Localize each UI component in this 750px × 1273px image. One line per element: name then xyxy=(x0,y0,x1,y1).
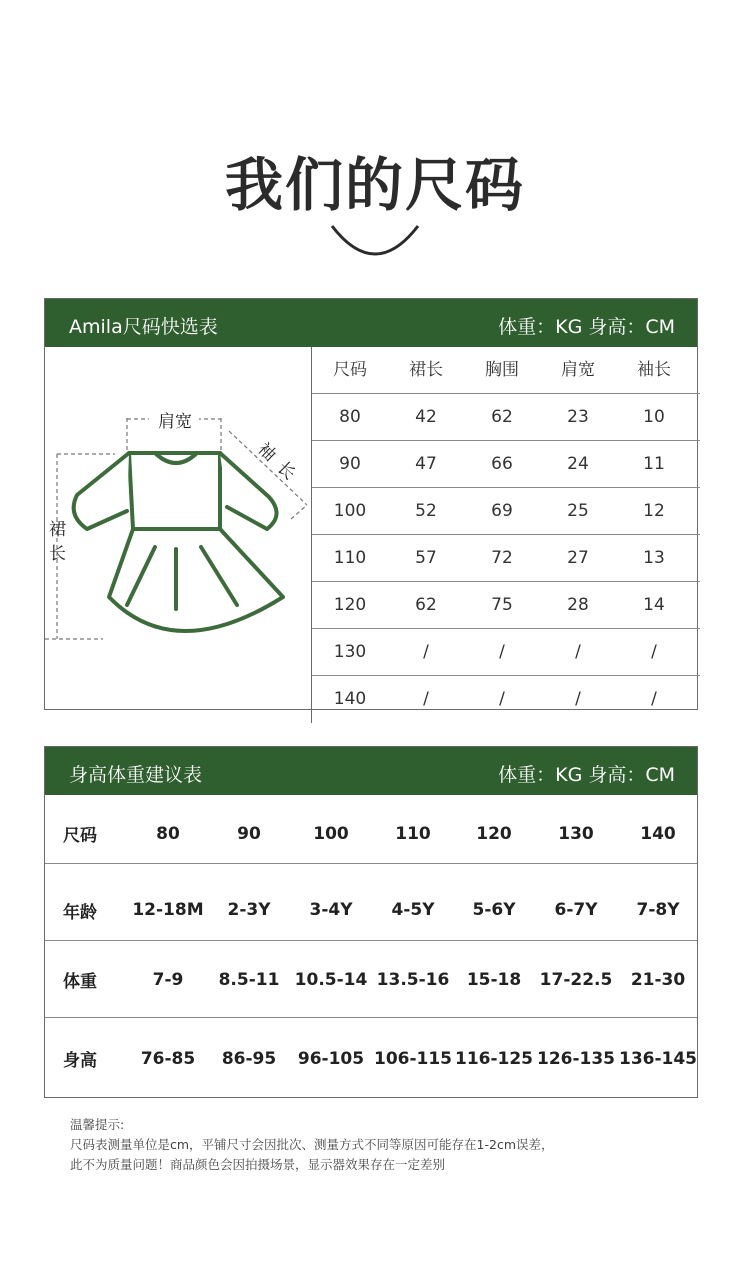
header-shoulder: 肩宽 xyxy=(561,360,595,380)
chest-cell: 69 xyxy=(491,501,513,521)
skirt-length-cell: / xyxy=(423,689,429,709)
size-cell: 110 xyxy=(333,548,367,568)
size-value: 100 xyxy=(313,824,349,844)
chest-cell: / xyxy=(499,642,505,662)
size-value: 130 xyxy=(558,824,594,844)
header-size: 尺码 xyxy=(333,360,367,380)
age-value: 5-6Y xyxy=(472,900,516,920)
shoulder-cell: 27 xyxy=(567,548,589,568)
size-cell: 90 xyxy=(339,454,361,474)
size-cell: 140 xyxy=(333,689,367,709)
sleeve-cell: / xyxy=(651,689,657,709)
chest-cell: 62 xyxy=(491,407,513,427)
skirt-length-cell: 47 xyxy=(415,454,437,474)
skirt-length-cell: 52 xyxy=(415,501,437,521)
size-cell: 80 xyxy=(339,407,361,427)
weight-value: 13.5-16 xyxy=(376,970,450,990)
table-row xyxy=(312,582,700,629)
table-row xyxy=(312,394,700,441)
skirt-length-label-1: 裙 xyxy=(49,520,66,540)
age-value: 7-8Y xyxy=(636,900,680,920)
height-value: 86-95 xyxy=(221,1049,277,1069)
age-value: 12-18M xyxy=(132,900,204,920)
size-chart-header xyxy=(45,299,697,347)
shoulder-cell: / xyxy=(575,689,581,709)
notes-line-1: 尺码表测量单位是cm，平铺尺寸会因批次、测量方式不同等原因可能存在1-2cm误差， xyxy=(70,1137,554,1152)
shoulder-cell: 23 xyxy=(567,407,589,427)
skirt-length-cell: / xyxy=(423,642,429,662)
weight-value: 8.5-11 xyxy=(218,970,280,990)
notes xyxy=(70,1115,554,1175)
sleeve-cell: 14 xyxy=(643,595,665,615)
size-value: 140 xyxy=(640,824,676,844)
size-table xyxy=(311,347,700,723)
shoulder-width-label: 肩宽 xyxy=(158,412,192,432)
height-value: 136-145 xyxy=(618,1049,698,1069)
shoulder-cell: 28 xyxy=(567,595,589,615)
size-chart xyxy=(44,298,698,710)
age-value: 4-5Y xyxy=(391,900,435,920)
size-value: 80 xyxy=(156,824,180,844)
shoulder-cell: 24 xyxy=(567,454,589,474)
height-value: 126-135 xyxy=(536,1049,616,1069)
table-row xyxy=(45,795,697,864)
header-sleeve: 袖长 xyxy=(637,360,671,380)
table-row xyxy=(312,488,700,535)
size-value: 90 xyxy=(237,824,261,844)
weight-value: 15-18 xyxy=(466,970,522,990)
age-value: 3-4Y xyxy=(309,900,353,920)
row-label: 年龄 xyxy=(63,903,97,923)
table-row xyxy=(312,629,700,676)
sleeve-cell: 10 xyxy=(643,407,665,427)
weight-value: 7-9 xyxy=(152,970,184,990)
sleeve-cell: 13 xyxy=(643,548,665,568)
skirt-length-cell: 57 xyxy=(415,548,437,568)
size-cell: 100 xyxy=(333,501,367,521)
sleeve-cell: 12 xyxy=(643,501,665,521)
skirt-length-cell: 62 xyxy=(415,595,437,615)
table-row xyxy=(312,535,700,582)
header-skirt-length: 裙长 xyxy=(409,360,443,380)
sleeve-length-label: 袖长 xyxy=(253,439,307,492)
dress-diagram xyxy=(45,347,311,709)
size-chart-units: 体重：KG 身高：CM xyxy=(498,316,675,338)
notes-title: 温馨提示: xyxy=(70,1117,125,1132)
recommend-chart-title: 身高体重建议表 xyxy=(69,764,203,786)
table-row xyxy=(45,941,697,1018)
table-row xyxy=(45,864,697,941)
height-value: 96-105 xyxy=(297,1049,365,1069)
table-row xyxy=(312,676,700,723)
skirt-length-label-2: 长 xyxy=(49,544,66,564)
chest-cell: 72 xyxy=(491,548,513,568)
weight-value: 17-22.5 xyxy=(539,970,613,990)
row-label: 体重 xyxy=(63,972,97,992)
shoulder-cell: 25 xyxy=(567,501,589,521)
shoulder-cell: / xyxy=(575,642,581,662)
size-value: 110 xyxy=(395,824,431,844)
height-value: 106-115 xyxy=(373,1049,453,1069)
header-chest: 胸围 xyxy=(485,360,519,380)
chest-cell: 66 xyxy=(491,454,513,474)
age-value: 2-3Y xyxy=(227,900,271,920)
chest-cell: / xyxy=(499,689,505,709)
recommend-chart xyxy=(44,746,698,1098)
weight-value: 21-30 xyxy=(630,970,686,990)
smile-decoration-icon xyxy=(328,222,422,262)
size-cell: 120 xyxy=(333,595,367,615)
dress-diagram-svg xyxy=(45,347,311,709)
row-label: 身高 xyxy=(63,1051,97,1071)
skirt-length-cell: 42 xyxy=(415,407,437,427)
size-value: 120 xyxy=(476,824,512,844)
page-title: 我们的尺码 xyxy=(224,151,525,219)
size-cell: 130 xyxy=(333,642,367,662)
table-row xyxy=(312,441,700,488)
size-chart-title: Amila尺码快选表 xyxy=(69,316,218,338)
chest-cell: 75 xyxy=(491,595,513,615)
sleeve-cell: / xyxy=(651,642,657,662)
notes-line-2: 此不为质量问题！商品颜色会因拍摄场景，显示器效果存在一定差别 xyxy=(70,1157,446,1172)
height-value: 76-85 xyxy=(140,1049,196,1069)
row-label: 尺码 xyxy=(63,826,97,846)
weight-value: 10.5-14 xyxy=(294,970,368,990)
sleeve-cell: 11 xyxy=(643,454,665,474)
recommend-chart-header xyxy=(45,747,697,795)
age-value: 6-7Y xyxy=(554,900,598,920)
height-value: 116-125 xyxy=(454,1049,534,1069)
size-table-header-row xyxy=(312,347,700,394)
table-row xyxy=(45,1018,697,1097)
recommend-chart-units: 体重：KG 身高：CM xyxy=(498,764,675,786)
